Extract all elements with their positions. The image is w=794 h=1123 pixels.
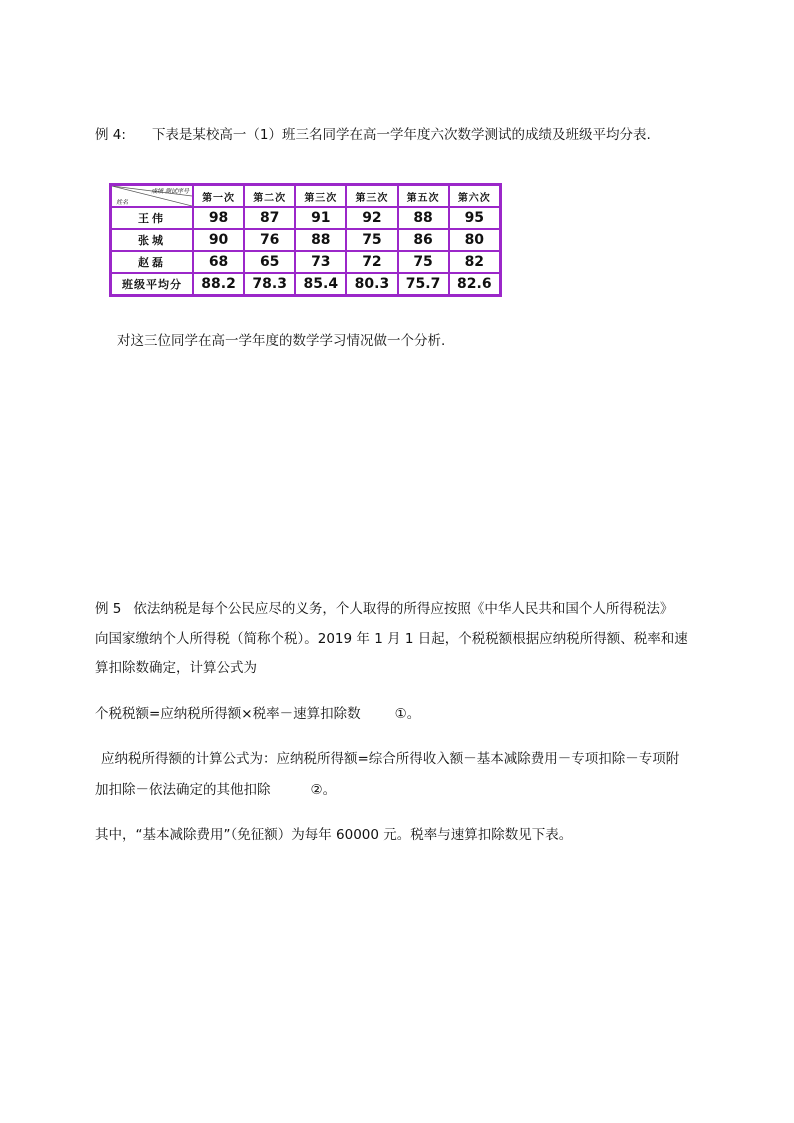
analysis-prompt: 对这三位同学在高一学年度的数学学习情况做一个分析. [117,333,446,349]
score-cell: 98 [193,207,244,229]
example-4-line [95,123,651,143]
table-header-cell: 第一次 [193,185,244,208]
table-row [111,273,501,296]
score-cell: 72 [346,251,397,273]
row-name-cell: 张城 [111,229,194,251]
formula-2-text: 加扣除－依法确定的其他扣除 [95,782,271,798]
score-cell: 80 [449,229,501,251]
score-cell: 82 [449,251,501,273]
score-cell: 91 [295,207,346,229]
example-5-line-1 [95,597,673,617]
score-cell: 88.2 [193,273,244,296]
table-row [111,207,501,229]
score-cell: 87 [244,207,295,229]
formula-1-marker: ①。 [394,706,421,722]
row-name-cell: 班级平均分 [111,273,194,296]
score-cell: 85.4 [295,273,346,296]
score-cell: 80.3 [346,273,397,296]
formula-2-line-1: 应纳税所得额的计算公式为：应纳税所得额=综合所得收入额－基本减除费用－专项扣除－专项附 [101,751,680,767]
table-header-cell: 第六次 [449,185,501,208]
formula-2-line-2 [95,778,336,798]
example-4-text: 下表是某校高一（1）班三名同学在高一学年度六次数学测试的成绩及班级平均分表. [151,127,651,143]
table-header-row [111,185,501,208]
example-5-line-2: 向国家缴纳个人所得税（简称个税）。2019 年 1 月 1 日起，个税税额根据应纳税所得额、税率和速 [95,631,688,647]
score-table [109,183,502,297]
table-header-cell: 第五次 [398,185,449,208]
score-cell: 86 [398,229,449,251]
score-cell: 92 [346,207,397,229]
corner-bottom-left-label: 姓名 [116,199,129,206]
score-cell: 78.3 [244,273,295,296]
score-cell: 88 [295,229,346,251]
score-cell: 76 [244,229,295,251]
score-cell: 88 [398,207,449,229]
score-cell: 73 [295,251,346,273]
score-cell: 82.6 [449,273,501,296]
example-5-label: 例 5 [95,601,122,617]
table-header-cell: 第三次 [295,185,346,208]
row-name-cell: 王伟 [111,207,194,229]
score-cell: 68 [193,251,244,273]
score-cell: 75 [346,229,397,251]
example-5-text-1: 依法纳税是每个公民应尽的义务，个人取得的所得应按照《中华人民共和国个人所得税法》 [133,601,674,617]
table-row [111,229,501,251]
formula-1-text: 个税税额=应纳税所得额×税率－速算扣除数 [95,706,361,722]
table-row [111,251,501,273]
row-name-cell: 赵磊 [111,251,194,273]
score-cell: 95 [449,207,501,229]
example-4-label: 例 4: [95,127,126,143]
score-cell: 90 [193,229,244,251]
score-cell: 65 [244,251,295,273]
score-cell: 75 [398,251,449,273]
table-header-cell: 第二次 [244,185,295,208]
formula-2-marker: ②。 [310,782,337,798]
corner-top-right-label: 成绩 测试序号 [151,188,189,195]
example-5-line-3: 算扣除数确定，计算公式为 [95,660,257,676]
table-corner-cell [111,185,194,208]
score-cell: 75.7 [398,273,449,296]
tax-note: 其中，“基本减除费用”（免征额）为每年 60000 元。税率与速算扣除数见下表。 [95,827,573,843]
formula-1-line [95,702,420,722]
table-header-cell: 第三次 [346,185,397,208]
